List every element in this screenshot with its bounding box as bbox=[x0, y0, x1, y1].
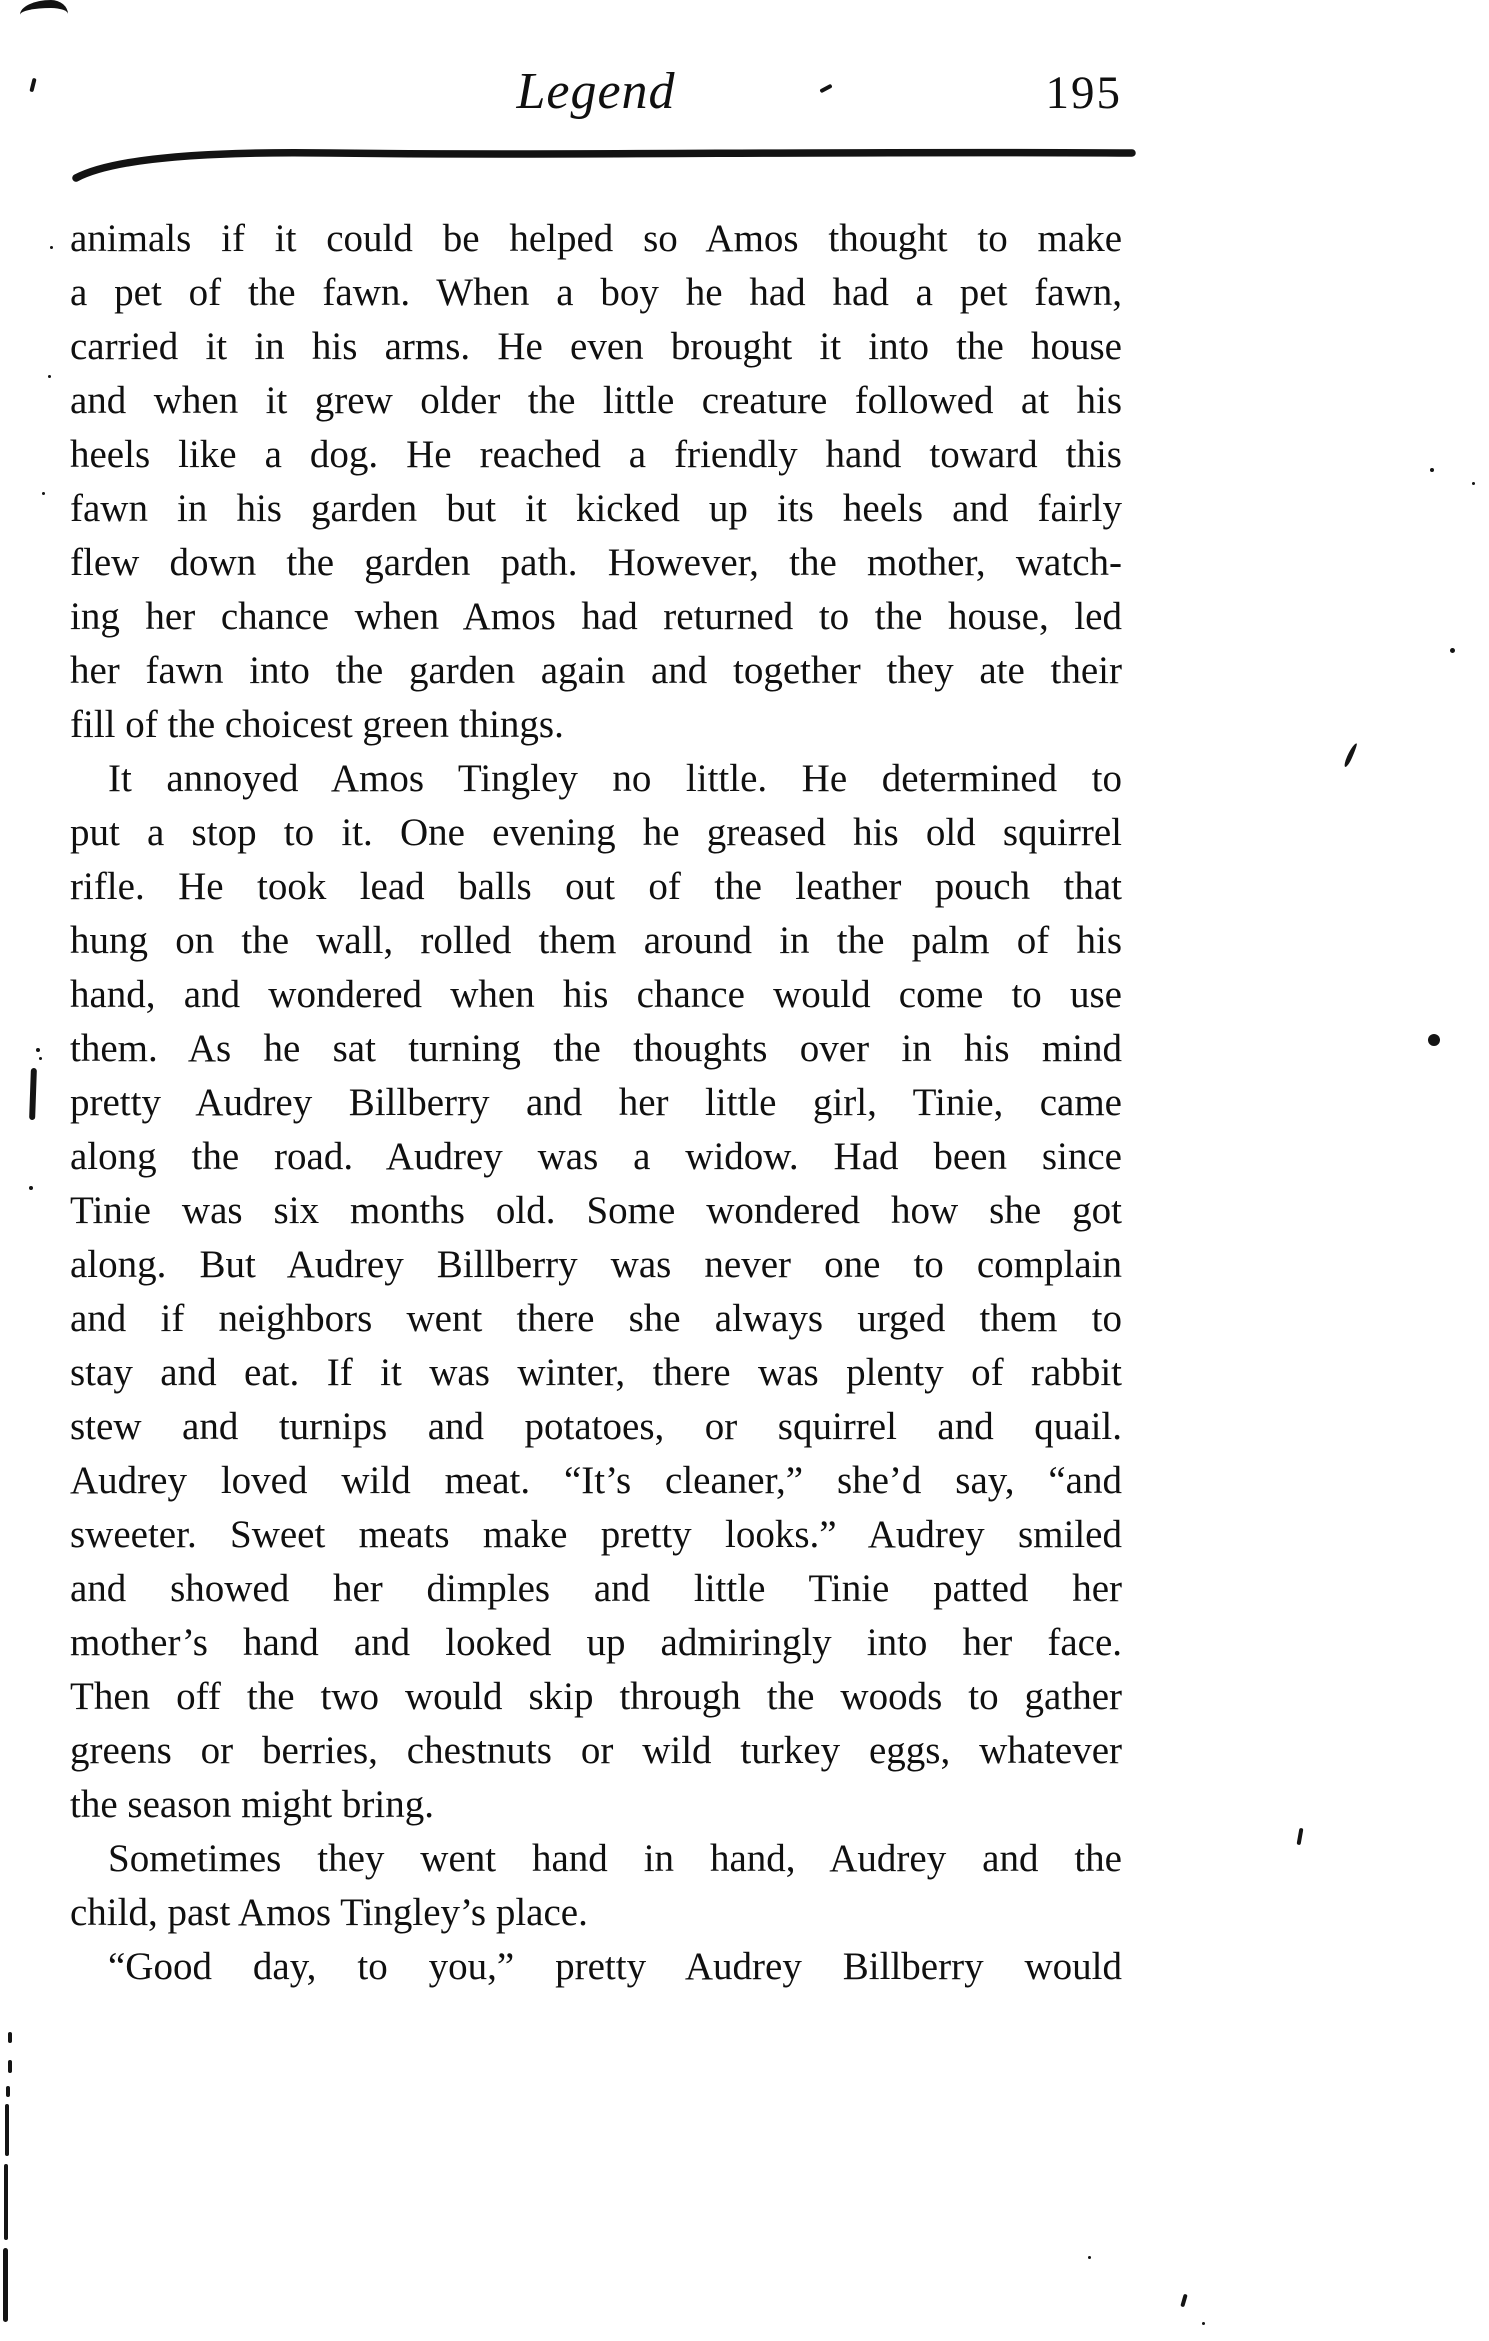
text-line: carried it in his arms. He even brought it into the house bbox=[70, 325, 1122, 368]
text-line: the season might bring. bbox=[70, 1783, 434, 1826]
text-line: Sometimes they went hand in hand, Audrey and the bbox=[108, 1837, 1122, 1880]
pen-bar-left-margin bbox=[29, 1068, 37, 1120]
text-line: rifle. He took lead balls out of the leather pouch that bbox=[70, 865, 1122, 908]
text-line: stay and eat. If it was winter, there was plenty of rabbit bbox=[70, 1351, 1122, 1394]
text-line: along. But Audrey Billberry was never one to complain bbox=[70, 1243, 1122, 1286]
ink-comma-left-of-header bbox=[29, 78, 36, 93]
text-line: put a stop to it. One evening he greased his old squirrel bbox=[70, 811, 1122, 854]
ink-speck bbox=[1202, 2322, 1205, 2325]
text-line: fawn in his garden but it kicked up its heels and fairly bbox=[70, 487, 1122, 530]
ink-speck bbox=[50, 246, 53, 249]
ink-speck bbox=[36, 1048, 40, 1052]
pen-line-bottom-left bbox=[5, 2104, 9, 2156]
pen-line-bottom-left bbox=[4, 2164, 8, 2240]
running-header bbox=[70, 62, 1122, 126]
text-line: along the road. Audrey was a widow. Had been since bbox=[70, 1135, 1122, 1178]
page-body bbox=[70, 212, 1122, 1994]
ink-speck bbox=[1088, 2256, 1091, 2259]
pen-stroke-top-left bbox=[20, 0, 68, 23]
text-line: and when it grew older the little creature followed at his bbox=[70, 379, 1122, 422]
text-line: a pet of the fawn. When a boy he had had a pet fawn, bbox=[70, 271, 1122, 314]
text-line: mother’s hand and looked up admiringly into her face. bbox=[70, 1621, 1122, 1664]
text-line: them. As he sat turning the thoughts over in his mind bbox=[70, 1027, 1122, 1070]
ink-tick-bottom-left bbox=[6, 2086, 10, 2097]
text-line: her fawn into the garden again and together they ate their bbox=[70, 649, 1122, 692]
ink-apostrophe-right-margin bbox=[1297, 1828, 1304, 1845]
text-line: Tinie was six months old. Some wondered how she got bbox=[70, 1189, 1122, 1232]
text-line: pretty Audrey Billberry and her little girl, Tinie, came bbox=[70, 1081, 1122, 1124]
ink-speck bbox=[1472, 482, 1475, 485]
ink-speck bbox=[1430, 468, 1434, 472]
text-line: child, past Amos Tingley’s place. bbox=[70, 1891, 588, 1934]
text-line: and showed her dimples and little Tinie patted her bbox=[70, 1567, 1122, 1610]
text-line: It annoyed Amos Tingley no little. He determined to bbox=[108, 757, 1122, 800]
pen-line-bottom-left bbox=[3, 2248, 8, 2322]
text-line: flew down the garden path. However, the mother, watch- bbox=[70, 541, 1122, 584]
text-line: sweeter. Sweet meats make pretty looks.” Audrey smiled bbox=[70, 1513, 1122, 1556]
page-number: 195 bbox=[1045, 67, 1122, 119]
text-line: hung on the wall, rolled them around in the palm of his bbox=[70, 919, 1122, 962]
text-line: fill of the choicest green things. bbox=[70, 703, 564, 746]
ink-speck bbox=[39, 1057, 42, 1060]
text-line: greens or berries, chestnuts or wild turkey eggs, whatever bbox=[70, 1729, 1122, 1772]
text-line: animals if it could be helped so Amos thought to make bbox=[70, 217, 1122, 260]
text-line: ing her chance when Amos had returned to the house, led bbox=[70, 595, 1122, 638]
ink-speck bbox=[29, 1186, 33, 1190]
ink-dot-bold-right-margin bbox=[1428, 1034, 1440, 1046]
pen-slash-right-margin bbox=[1343, 742, 1358, 768]
text-line: and if neighbors went there she always urged them to bbox=[70, 1297, 1122, 1340]
text-line: stew and turnips and potatoes, or squirrel and quail. bbox=[70, 1405, 1122, 1448]
text-line: “Good day, to you,” pretty Audrey Billberry would bbox=[108, 1945, 1122, 1988]
ink-speck bbox=[48, 375, 51, 378]
ink-dot-right-margin bbox=[1450, 648, 1455, 653]
text-line: Then off the two would skip through the woods to gather bbox=[70, 1675, 1122, 1718]
ink-tick-bottom-left bbox=[8, 2032, 12, 2043]
page-title: Legend bbox=[516, 63, 676, 120]
ink-apostrophe-bottom-right bbox=[1180, 2294, 1187, 2308]
text-line: hand, and wondered when his chance would come to use bbox=[70, 973, 1122, 1016]
ink-speck bbox=[42, 492, 45, 495]
text-line: Audrey loved wild meat. “It’s cleaner,” she’d say, “and bbox=[70, 1459, 1122, 1502]
text-line: heels like a dog. He reached a friendly hand toward this bbox=[70, 433, 1122, 476]
header-rule bbox=[70, 142, 1140, 184]
ink-tick-bottom-left bbox=[8, 2060, 12, 2073]
